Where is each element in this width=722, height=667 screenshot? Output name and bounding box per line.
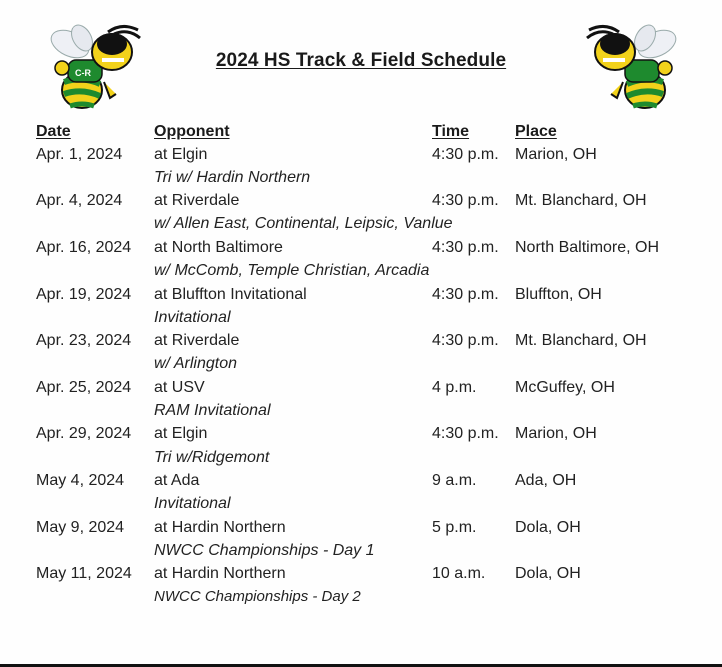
- row-date: Apr. 23, 2024: [36, 332, 132, 349]
- row-date: Apr. 16, 2024: [36, 239, 132, 256]
- row-place: Mt. Blanchard, OH: [515, 192, 647, 209]
- header-time: Time: [432, 123, 470, 140]
- row-time: 4:30 p.m.: [432, 425, 499, 442]
- row-opponent: at Bluffton Invitational: [154, 286, 307, 303]
- table-row: [0, 239, 722, 262]
- row-place: Bluffton, OH: [515, 286, 602, 303]
- table-row-note: [0, 542, 722, 565]
- table-row: [0, 519, 722, 542]
- row-time: 9 a.m.: [432, 472, 477, 489]
- row-date: May 11, 2024: [36, 565, 132, 582]
- row-time: 10 a.m.: [432, 565, 486, 582]
- row-date: May 9, 2024: [36, 519, 125, 536]
- row-opponent: at North Baltimore: [154, 239, 283, 256]
- row-date: Apr. 25, 2024: [36, 379, 132, 396]
- table-row: [0, 192, 722, 215]
- row-note: Tri w/Ridgemont: [154, 449, 270, 466]
- table-header: [0, 123, 722, 146]
- row-time: 4:30 p.m.: [432, 146, 499, 163]
- row-note: Invitational: [154, 495, 231, 512]
- table-row-note: [0, 262, 722, 285]
- row-time: 4:30 p.m.: [432, 332, 499, 349]
- table-row: [0, 472, 722, 495]
- table-row: [0, 565, 722, 588]
- row-opponent: at Ada: [154, 472, 200, 489]
- row-date: Apr. 19, 2024: [36, 286, 132, 303]
- table-row-note: [0, 309, 722, 332]
- table-row-note: [0, 402, 722, 425]
- page-title: [0, 50, 722, 72]
- row-place: Marion, OH: [515, 146, 597, 163]
- table-row: [0, 286, 722, 309]
- row-date: May 4, 2024: [36, 472, 125, 489]
- row-note: w/ McComb, Temple Christian, Arcadia: [154, 262, 430, 279]
- row-time: 5 p.m.: [432, 519, 477, 536]
- table-row: [0, 332, 722, 355]
- row-opponent: at Hardin Northern: [154, 519, 286, 536]
- row-opponent: at Riverdale: [154, 192, 240, 209]
- title-text: 2024 HS Track & Field Schedule: [215, 50, 507, 71]
- row-place: Dola, OH: [515, 519, 581, 536]
- row-note: RAM Invitational: [154, 402, 271, 419]
- row-note: NWCC Championships - Day 2: [154, 588, 361, 605]
- table-row-note: [0, 449, 722, 472]
- row-place: Ada, OH: [515, 472, 577, 489]
- row-note: w/ Allen East, Continental, Leipsic, Vanlue: [154, 215, 453, 232]
- table-row-note: [0, 588, 722, 611]
- table-row-note: [0, 495, 722, 518]
- row-place: Dola, OH: [515, 565, 581, 582]
- row-time: 4:30 p.m.: [432, 286, 499, 303]
- row-place: North Baltimore, OH: [515, 239, 660, 256]
- row-time: 4 p.m.: [432, 379, 477, 396]
- table-row-note: [0, 215, 722, 238]
- row-note: Tri w/ Hardin Northern: [154, 169, 311, 186]
- row-opponent: at Elgin: [154, 425, 208, 442]
- table-row-note: [0, 355, 722, 378]
- row-opponent: at Elgin: [154, 146, 208, 163]
- row-time: 4:30 p.m.: [432, 192, 499, 209]
- row-opponent: at Riverdale: [154, 332, 240, 349]
- row-place: Marion, OH: [515, 425, 597, 442]
- row-note: Invitational: [154, 309, 231, 326]
- row-note: NWCC Championships - Day 1: [154, 542, 375, 559]
- svg-text:C-R: C-R: [75, 68, 91, 78]
- row-opponent: at USV: [154, 379, 205, 396]
- table-row: [0, 379, 722, 402]
- row-date: Apr. 29, 2024: [36, 425, 132, 442]
- header-opponent: Opponent: [154, 123, 230, 140]
- table-row: [0, 425, 722, 448]
- table-row-note: [0, 169, 722, 192]
- row-date: Apr. 4, 2024: [36, 192, 123, 209]
- row-opponent: at Hardin Northern: [154, 565, 286, 582]
- row-place: Mt. Blanchard, OH: [515, 332, 647, 349]
- header-place: Place: [515, 123, 557, 140]
- table-row: [0, 146, 722, 169]
- row-date: Apr. 1, 2024: [36, 146, 123, 163]
- row-note: w/ Arlington: [154, 355, 237, 372]
- row-place: McGuffey, OH: [515, 379, 615, 396]
- row-time: 4:30 p.m.: [432, 239, 499, 256]
- header-date: Date: [36, 123, 71, 140]
